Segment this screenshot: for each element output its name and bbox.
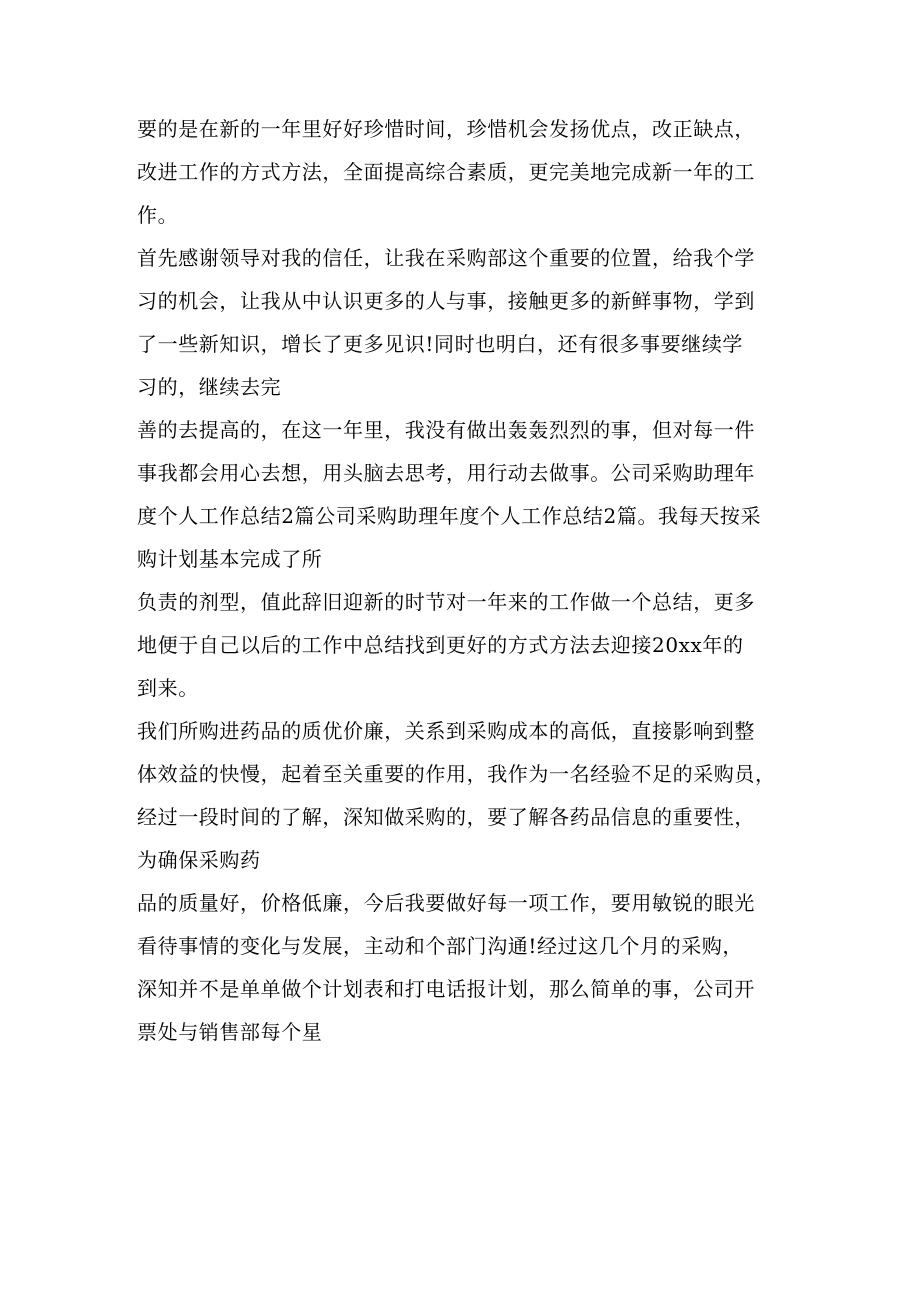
text-line: 看待事情的变化与发展，主动和个部门沟通!经过这几个月的采购， [137, 934, 744, 958]
text-line: 事我都会用心去想，用头脑去思考，用行动去做事。公司采购助理年 [137, 461, 755, 485]
text-line: 改进工作的方式方法，全面提高综合素质，更完美地完成新一年的工 [137, 160, 755, 184]
text-line: 深知并不是单单做个计划表和打电话报计划，那么简单的事，公司开 [137, 977, 755, 1001]
text-line: 作。 [137, 203, 179, 227]
text-line: 要的是在新的一年里好好珍惜时间，珍惜机会发扬优点，改正缺点， [137, 117, 755, 141]
text-line: 票处与销售部每个星 [137, 1020, 323, 1044]
text-line: 经过一段时间的了解，深知做采购的，要了解各药品信息的重要性， [137, 805, 755, 829]
text-line: 负责的剂型，值此辞旧迎新的时节对一年来的工作做一个总结，更多 [137, 590, 755, 614]
text-line: 习的机会，让我从中认识更多的人与事，接触更多的新鲜事物，学到 [137, 289, 755, 313]
text-line: 体效益的快慢，起着至关重要的作用，我作为一名经验不足的采购员， [137, 762, 776, 786]
text-line: 品的质量好，价格低廉，今后我要做好每一项工作，要用敏锐的眼光 [137, 891, 755, 915]
text-line: 为确保采购药 [137, 848, 261, 872]
document-body [137, 108, 787, 1054]
text-line: 地便于自己以后的工作中总结找到更好的方式方法去迎接20xx年的 [137, 633, 744, 657]
text-line: 善的去提高的，在这一年里，我没有做出轰轰烈烈的事，但对每一件 [137, 418, 755, 442]
text-line: 度个人工作总结2篇公司采购助理年度个人工作总结2篇。我每天按采 [137, 504, 762, 528]
text-line: 习的，继续去完 [137, 375, 282, 399]
text-line: 到来。 [137, 676, 199, 700]
text-line: 首先感谢领导对我的信任，让我在采购部这个重要的位置，给我个学 [137, 246, 755, 270]
text-line: 了一些新知识，增长了更多见识!同时也明白，还有很多事要继续学 [137, 332, 744, 356]
text-line: 购计划基本完成了所 [137, 547, 323, 571]
text-line: 我们所购进药品的质优价廉，关系到采购成本的高低，直接影响到整 [137, 719, 755, 743]
